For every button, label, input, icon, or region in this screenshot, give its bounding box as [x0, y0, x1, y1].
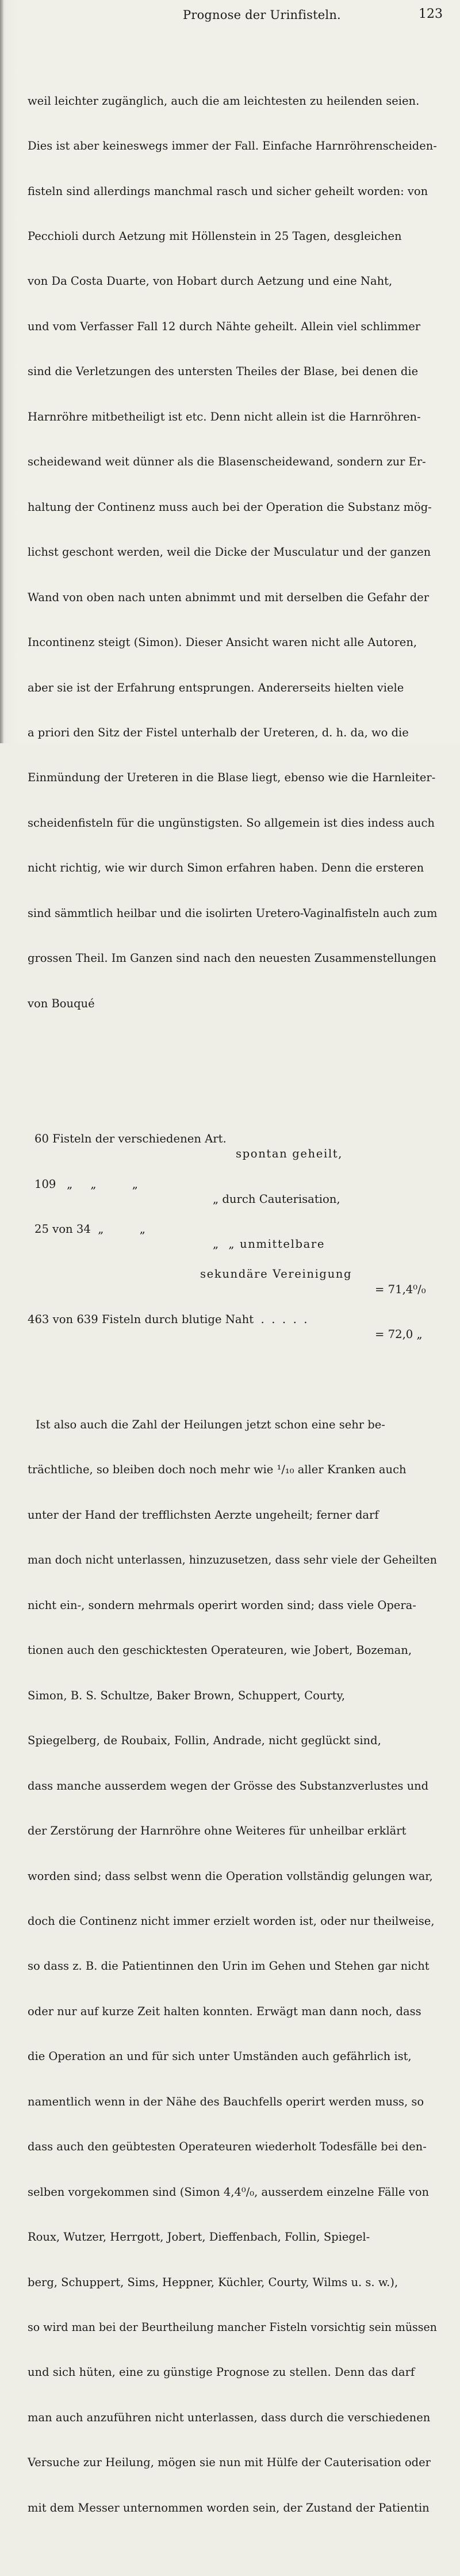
page-number: 123: [419, 7, 443, 21]
text-line: Pecchioli durch Aetzung mit Höllenstein in 25 Tagen, desgleichen: [28, 229, 402, 243]
text-line: nicht ein-, sondern mehrmals operirt worden sind; dass viele Opera-: [28, 1598, 416, 1612]
text-line: a priori den Sitz der Fistel unterhalb der Ureteren, d. h. da, wo die: [28, 725, 409, 739]
text-line: der Zerstörung der Harnröhre ohne Weiteres für unheilbar erklärt: [28, 1824, 407, 1838]
stat-label: 463 von 639 Fisteln durch blutige Naht . . . . .: [28, 1312, 308, 1326]
stat-label: 60 Fisteln der verschiedenen Art.: [34, 1132, 227, 1146]
binding-shadow: [0, 0, 3, 743]
text-line: und sich hüten, eine zu günstige Prognose zu stellen. Denn das darf: [28, 2365, 415, 2379]
stat-row: [28, 1297, 439, 1341]
text-line: dass manche ausserdem wegen der Grösse des Substanzverlustes und: [28, 1779, 429, 1793]
text-line: Dies ist aber keineswegs immer der Fall. Einfache Harnröhrenscheiden-: [28, 139, 437, 153]
stat-row: [28, 1252, 439, 1296]
text-line: von Da Costa Duarte, von Hobart durch Aetzung und eine Naht,: [28, 274, 393, 288]
text-line: Incontinenz steigt (Simon). Dieser Ansicht waren nicht alle Autoren,: [28, 636, 417, 649]
text-line: weil leichter zugänglich, auch die am leichtesten zu heilenden seien.: [28, 94, 420, 108]
text-line: Harnröhre mitbetheiligt ist etc. Denn nicht allein ist die Harnröhren-: [28, 410, 421, 423]
text-line: von Bouqué: [28, 996, 95, 1010]
text-line: lichst geschont werden, weil die Dicke der Musculatur und der ganzen: [28, 545, 431, 559]
stat-row: [28, 1117, 439, 1161]
text-line: die Operation an und für sich unter Umständen auch gefährlich ist,: [28, 2050, 412, 2063]
text-line: so dass z. B. die Patientinnen den Urin im Gehen und Stehen gar nicht: [28, 1959, 430, 1973]
text-line: selben vorgekommen sind (Simon 4,4⁰/₀, ausserdem einzelne Fälle von: [28, 2185, 430, 2199]
stat-outcome: spontan geheilt,: [236, 1147, 343, 1161]
text-line: so wird man bei der Beurtheilung mancher Fisteln vorsichtig sein müssen: [28, 2321, 437, 2334]
stat-label: 25 von 34 „ „: [34, 1222, 145, 1236]
text-line: berg, Schuppert, Sims, Heppner, Küchler, Courty, Wilms u. s. w.),: [28, 2275, 398, 2289]
text-line: haltung der Continenz muss auch bei der Operation die Substanz mög-: [28, 500, 432, 514]
body-text: [28, 33, 439, 2576]
stat-row: [28, 1207, 439, 1251]
paragraph-2: [28, 1388, 439, 2546]
text-line: nicht richtig, wie wir durch Simon erfahren haben. Denn die ersteren: [28, 861, 424, 875]
text-line: und vom Verfasser Fall 12 durch Nähte geheilt. Allein viel schlimmer: [28, 319, 421, 333]
stat-outcome: „ „ unmittelbare: [213, 1237, 325, 1251]
text-line: Spiegelberg, de Roubaix, Follin, Andrade, nicht geglückt sind,: [28, 1734, 381, 1748]
text-line: dass auch den geübtesten Operateuren wiederholt Todesfälle bei den-: [28, 2140, 427, 2154]
statistics-block: [28, 1087, 439, 1343]
text-line: grossen Theil. Im Ganzen sind nach den neuesten Zusammenstellungen: [28, 951, 436, 965]
text-line: namentlich wenn in der Nähe des Bauchfells operirt werden muss, so: [28, 2095, 424, 2108]
stat-outcome: sekundäre Vereinigung: [200, 1267, 352, 1281]
text-line: fisteln sind allerdings manchmal rasch und sicher geheilt worden: von: [28, 184, 428, 198]
text-line: man auch anzuführen nicht unterlassen, dass durch die verschiedenen: [28, 2410, 431, 2424]
paragraph-1: [28, 63, 439, 1041]
text-line: sind sämmtlich heilbar und die isolirten Uretero-Vaginalfisteln auch zum: [28, 906, 438, 920]
text-line: Wand von oben nach unten abnimmt und mit derselben die Gefahr der: [28, 590, 430, 604]
page-header: [0, 7, 460, 24]
text-line: scheidenfisteln für die ungünstigsten. So allgemein ist dies indess auch: [28, 816, 435, 830]
stat-percentage: = 71,4⁰/₀: [375, 1282, 426, 1296]
text-line: oder nur auf kurze Zeit halten konnten. Erwägt man dann noch, dass: [28, 2004, 421, 2018]
text-line: tionen auch den geschicktesten Operateuren, wie Jobert, Bozeman,: [28, 1644, 412, 1657]
text-line: doch die Continenz nicht immer erzielt worden ist, oder nur theilweise,: [28, 1914, 435, 1928]
text-line: man doch nicht unterlassen, hinzuzusetzen, dass sehr viele der Geheilten: [28, 1553, 437, 1567]
stat-outcome: „ durch Cauterisation,: [213, 1192, 340, 1206]
text-line: Roux, Wutzer, Herrgott, Jobert, Dieffenbach, Follin, Spiegel-: [28, 2230, 370, 2244]
running-title: Prognose der Urinfisteln.: [183, 8, 341, 22]
stat-label: 109 „ „ „: [34, 1177, 138, 1191]
stat-percentage: = 72,0 „: [375, 1328, 423, 1341]
text-line: scheidewand weit dünner als die Blasenscheidewand, sondern zur Er-: [28, 455, 426, 469]
stat-row: [28, 1161, 439, 1206]
text-line: Einmündung der Ureteren in die Blase liegt, ebenso wie die Harnleiter-: [28, 771, 436, 785]
text-line: Ist also auch die Zahl der Heilungen jetzt schon eine sehr be-: [35, 1417, 385, 1431]
text-line: aber sie ist der Erfahrung entsprungen. Andererseits hielten viele: [28, 681, 404, 694]
text-line: mit dem Messer unternommen worden sein, der Zustand der Patientin: [28, 2501, 430, 2514]
text-line: unter der Hand der trefflichsten Aerzte ungeheilt; ferner darf: [28, 1508, 379, 1522]
text-line: trächtliche, so bleiben doch noch mehr wie ¹/₁₀ aller Kranken auch: [28, 1463, 407, 1477]
text-line: Simon, B. S. Schultze, Baker Brown, Schuppert, Courty,: [28, 1688, 346, 1702]
text-line: Versuche zur Heilung, mögen sie nun mit Hülfe der Cauterisation oder: [28, 2456, 431, 2470]
text-line: sind die Verletzungen des untersten Theiles der Blase, bei denen die: [28, 365, 419, 379]
text-line: worden sind; dass selbst wenn die Operation vollständig gelungen war,: [28, 1869, 433, 1883]
